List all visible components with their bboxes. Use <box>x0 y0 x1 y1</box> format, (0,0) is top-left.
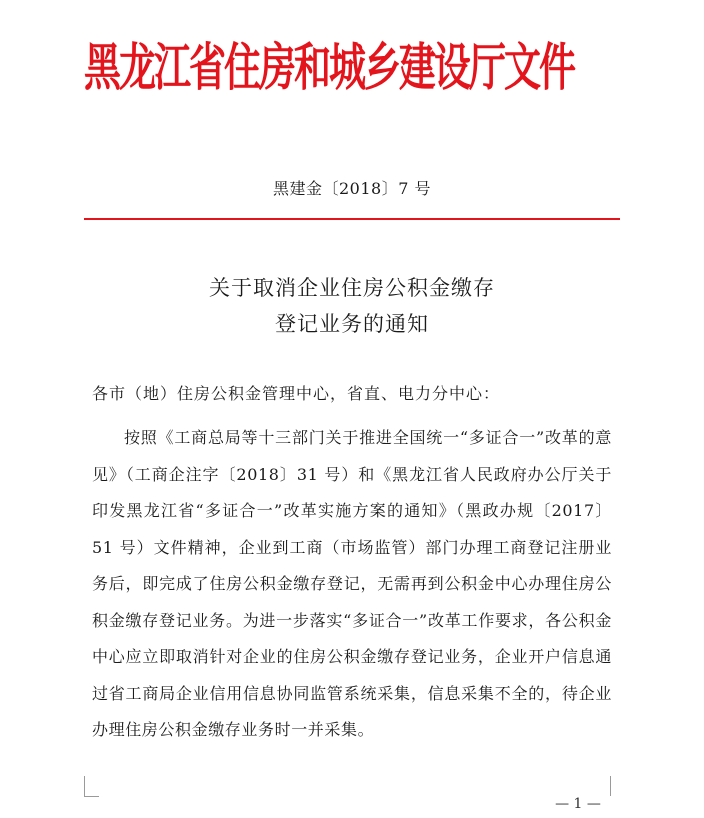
body-text <box>92 420 612 749</box>
page-number: — 1 — <box>555 796 601 812</box>
issuing-authority-header: 黑龙江省住房和城乡建设厅文件 <box>84 37 574 98</box>
crop-mark-right <box>610 776 625 796</box>
red-divider-line <box>84 218 620 220</box>
salutation: 各市（地）住房公积金管理中心，省直、电力分中心： <box>92 384 501 403</box>
document-number: 黑建金〔2018〕7 号 <box>273 179 431 198</box>
crop-mark-left <box>84 776 99 797</box>
document-title-line-2: 登记业务的通知 <box>275 312 429 336</box>
document-title <box>0 270 704 342</box>
document-title-line-1: 关于取消企业住房公积金缴存 <box>209 276 495 300</box>
body-paragraph: 按照《工商总局等十三部门关于推进全国统一“多证合一”改革的意见》（工商企注字〔2018〕31 号）和《黑龙江省人民政府办公厅关于印发黑龙江省“多证合一”改革实施方案的通知》（黑政办规〔2017〕51 号）文件精神，企业到工商（市场监管）部门办理工商登记注册业务后，即完成了住房公积金缴存登记，无需再到公积金中心办理住房公积金缴存登记业务。为进一步落实“多证合一”改革工作要求，各公积金中心应立即取消针对企业的住房公积金缴存登记业务，企业开户信息通过省工商局企业信用信息协同监管系统采集，信息采集不全的，待企业办理住房公积金缴存业务时一并采集。 <box>92 428 612 739</box>
